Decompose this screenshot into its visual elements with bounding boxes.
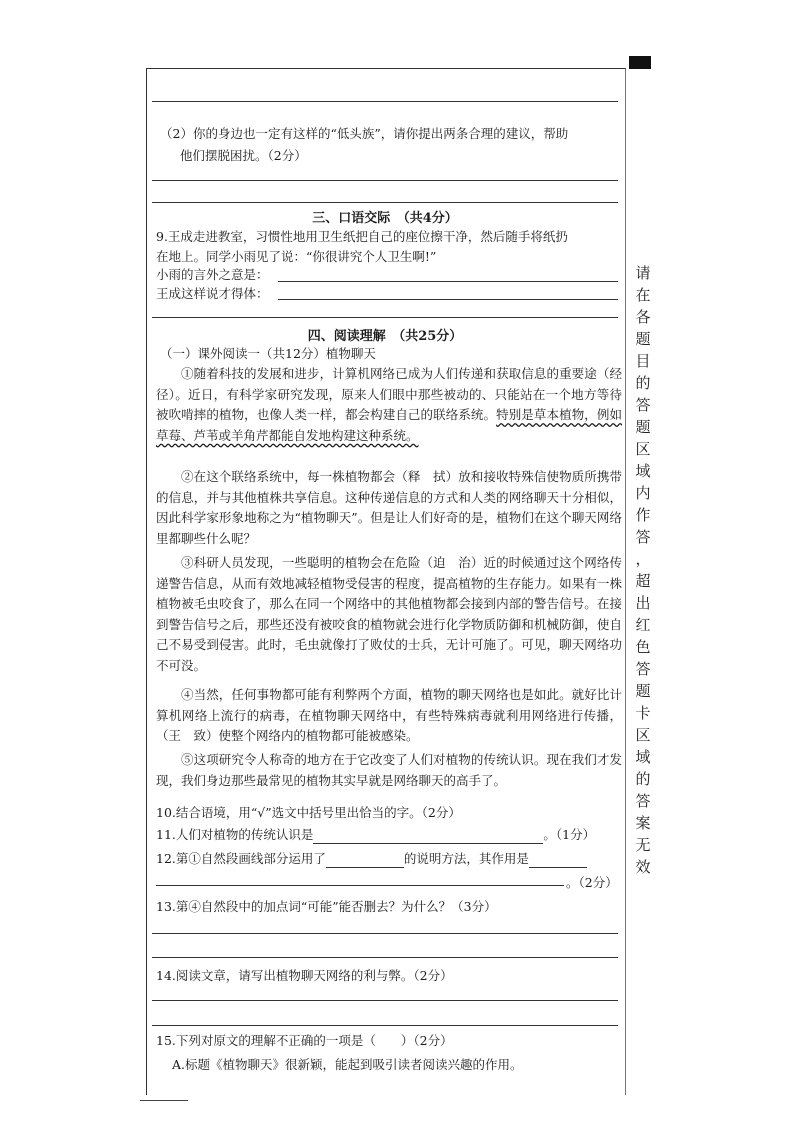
q12-mid: 的说明方法，其作用是	[403, 851, 529, 866]
side-char: 超	[635, 572, 651, 590]
answer-line[interactable]	[152, 101, 618, 102]
prompt-proper: 王成这样说才得体：	[156, 286, 269, 301]
side-char: 区	[635, 726, 651, 744]
side-char: 卡	[635, 704, 651, 722]
q12	[156, 850, 587, 868]
side-char: 作	[635, 506, 651, 524]
q9-line1: 9.王成走进教室，习惯性地用卫生纸把自己的座位擦干净，然后随手将纸扔	[156, 229, 568, 244]
side-char: 答	[635, 396, 651, 414]
q9-line2: 在地上。同学小雨见了说：“你很讲究个人卫生啊!”	[156, 249, 437, 264]
answer-line[interactable]	[152, 957, 618, 958]
side-char: 色	[635, 638, 651, 656]
answer-line[interactable]	[152, 202, 618, 203]
q15: 15.下列对原文的理解不正确的一项是（ ）（2分）	[156, 1033, 453, 1048]
paragraph-5: ⑤这项研究令人称奇的地方在于它改变了人们对植物的传统认识。现在我们才发现，我们身边那些最常见的植物其实早就是网络聊天的高手了。	[156, 752, 622, 788]
side-note	[634, 262, 652, 878]
side-char: 目	[635, 352, 651, 370]
side-char: ，	[635, 550, 651, 568]
q10: 10.结合语境，用“√”选文中括号里出恰当的字。（2分）	[156, 805, 461, 820]
side-char: 域	[635, 748, 651, 766]
side-char: 的	[635, 770, 651, 788]
section3-title: 三、口语交际 （共4分）	[312, 211, 458, 226]
q2-line2: 他们摆脱困扰。（2分）	[180, 148, 307, 163]
side-char: 在	[635, 286, 651, 304]
q11-end: 。（1分）	[543, 827, 596, 842]
q12-blank2[interactable]	[529, 867, 587, 868]
answer-line[interactable]	[152, 317, 618, 318]
side-char: 各	[635, 308, 651, 326]
q14: 14.阅读文章，请写出植物聊天网络的利与弊。（2分）	[156, 968, 453, 983]
side-char: 题	[635, 682, 651, 700]
q12-blank1[interactable]	[326, 867, 404, 868]
reading-subtitle: （一）课外阅读一（共12分）植物聊天	[160, 346, 376, 361]
paragraph-2: ②在这个联络系统中，每一株植物都会（释 拭）放和接收特殊信使物质所携带的信息，并与其他植株共享信息。这种传递信息的方式和人类的网络聊天十分相似，因此科学家形象地称之为“植物聊天”。但是让人们好奇的是，植物们在这个聊天网络里都聊些什么呢？	[156, 469, 622, 546]
side-char: 区	[635, 440, 651, 458]
answer-line[interactable]	[152, 180, 618, 181]
bottom-mark	[140, 1100, 188, 1101]
side-char: 答	[635, 792, 651, 810]
q12-end: 。（2分）	[566, 875, 618, 890]
q12-text: 12.第①自然段画线部分运用了	[156, 851, 326, 866]
q15-option-a: A.标题《植物聊天》很新颖，能起到吸引读者阅读兴趣的作用。	[172, 1057, 523, 1072]
paragraph-4: ④当然，任何事物都可能有利弊两个方面，植物的聊天网络也是如此。就好比计算机网络上流行的病毒，在植物聊天网络中，有些特殊病毒就利用网络进行传播，（王 致）使整个网络内的植物都可能被感染。	[156, 687, 622, 743]
side-char: 无	[635, 836, 651, 854]
answer-line[interactable]	[152, 1000, 618, 1001]
side-char: 答	[635, 660, 651, 678]
q13: 13.第④自然段中的加点词“可能”能否删去？为什么？（3分）	[156, 899, 497, 914]
q11	[156, 826, 595, 844]
paragraph-3: ③科研人员发现，一些聪明的植物会在危险（迫 治）近的时候通过这个网络传递警告信息，从而有效地减轻植物受侵害的程度，提高植物的生存能力。如果有一株植物被毛虫咬食了，那么在同一个网络中的其他植物都会接到内部的警告信号。在接到警告信号之后，那些还没有被咬食的植物就会进行化学物质防御和机械防御，使自己不易受到侵害。此时，毛虫就像打了败仗的士兵，无计可施了。可见，聊天网络功不可没。	[156, 555, 622, 673]
paragraph-1-text: ①随着科技的发展和进步，计算机网络已成为人们传递和获取信息的重要途（经 径）。近日，有科学家研究发现，原来人们眼中那些被动的、只能站在一个地方等待被吹啃摔的植物，也像人类一样，都会构建自己的联络系统。	[156, 366, 635, 422]
q11-blank[interactable]	[313, 843, 543, 844]
answer-line[interactable]	[156, 885, 564, 886]
side-char: 出	[635, 594, 651, 612]
answer-line[interactable]	[278, 281, 618, 282]
side-char: 红	[635, 616, 651, 634]
paragraph-1	[156, 364, 635, 446]
section4-title: 四、阅读理解 （共25分）	[307, 329, 463, 344]
answer-line[interactable]	[152, 933, 618, 934]
side-char: 题	[635, 418, 651, 436]
side-char: 域	[635, 462, 651, 480]
side-char: 案	[635, 814, 651, 832]
underlined-sentence: 特别是草本植物，例如草莓、芦苇或羊角芹都能自发地构建这种系统。	[156, 407, 622, 443]
corner-block	[629, 56, 651, 69]
side-char: 题	[635, 330, 651, 348]
q11-text: 11.人们对植物的传统认识是	[156, 827, 314, 842]
side-char: 效	[635, 858, 651, 876]
side-char: 请	[635, 264, 651, 282]
prompt-implied: 小雨的言外之意是：	[156, 267, 269, 282]
side-char: 答	[635, 528, 651, 546]
side-char: 的	[635, 374, 651, 392]
answer-line[interactable]	[278, 299, 618, 300]
q2-line1: （2）你的身边也一定有这样的“低头族”，请你提出两条合理的建议，帮助	[160, 126, 569, 141]
side-char: 内	[635, 484, 651, 502]
answer-line[interactable]	[152, 1025, 618, 1026]
